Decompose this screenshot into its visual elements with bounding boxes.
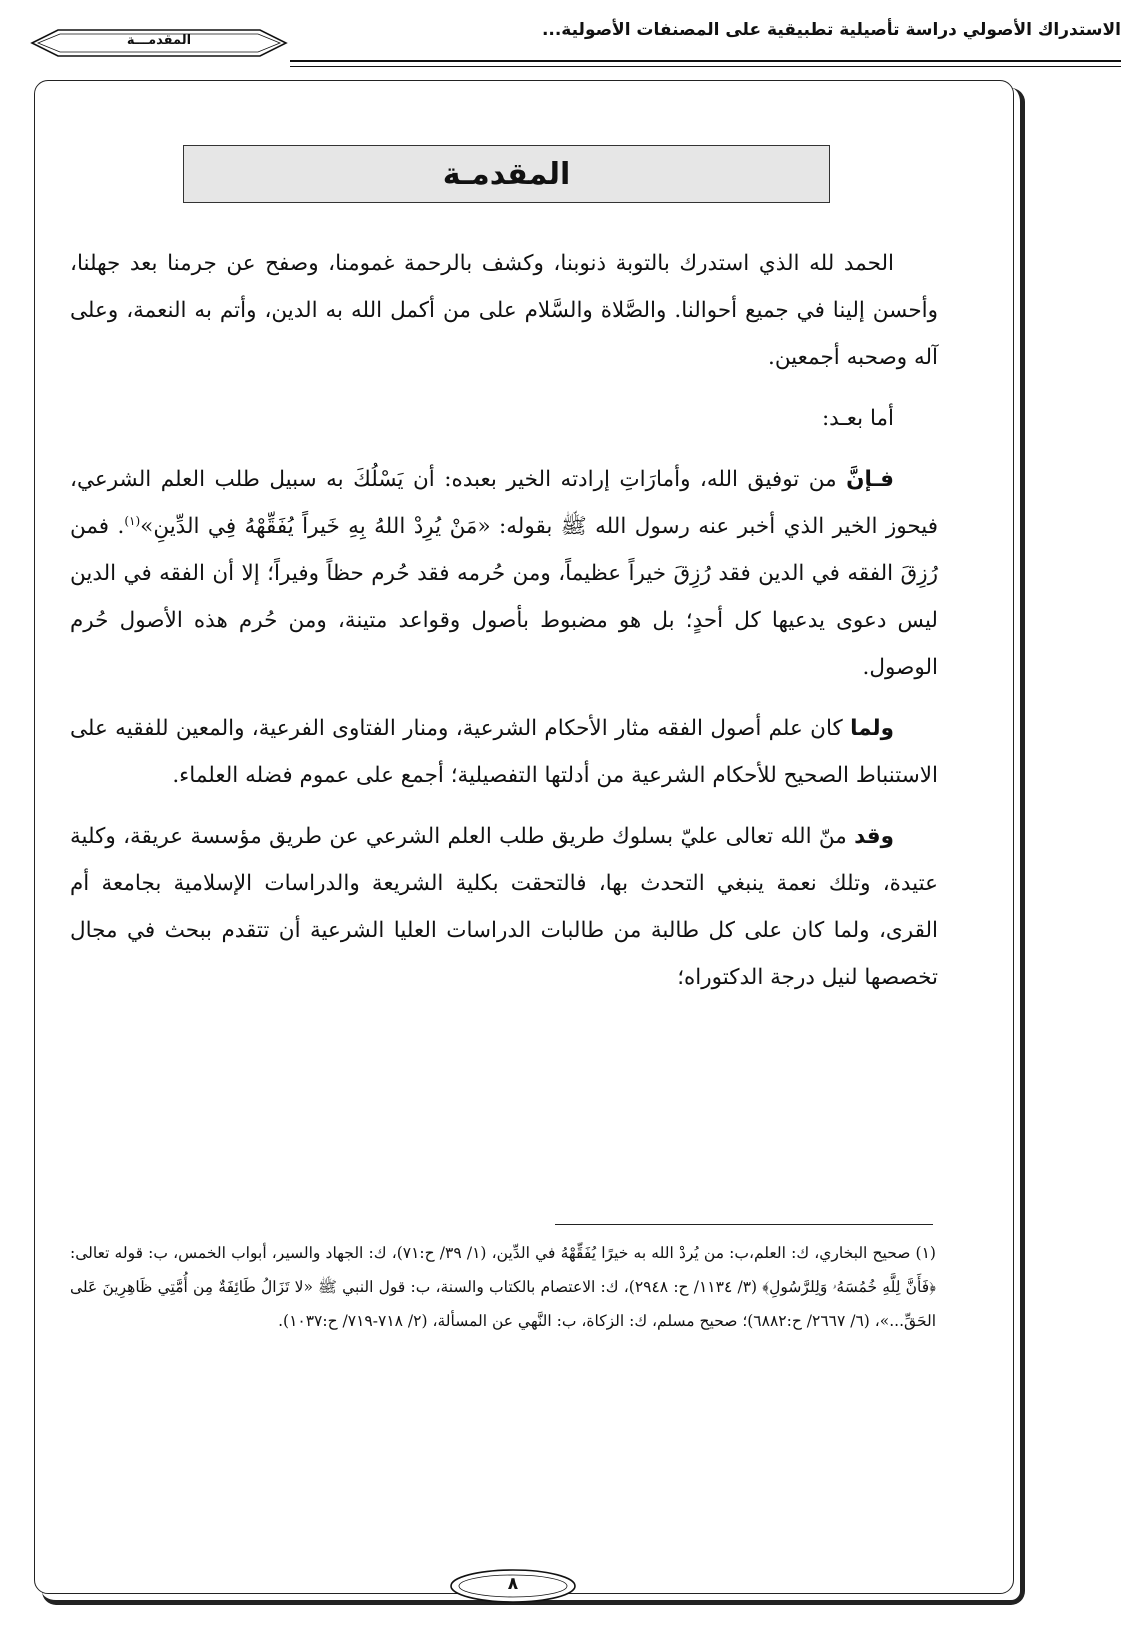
body-text bbox=[70, 240, 938, 1015]
paragraph-4-lead: ولما bbox=[850, 716, 894, 741]
section-tab bbox=[28, 26, 290, 60]
paragraph-3-text: من توفيق الله، وأمارَاتِ إرادته الخير بعبده: أن يَسْلُكَ به سبيل طلب العلم الشرعي، فيحوز الخير الذي أخبر عنه رسول الله ﷺ بقوله: «مَنْ يُرِدْ اللهُ بِهِ خَيراً يُفَقِّهْهُ فِي الدِّينِ» bbox=[70, 467, 938, 539]
running-header-title: الاستدراك الأصولي دراسة تأصيلية تطبيقية على المصنفات الأصولية... bbox=[541, 20, 1121, 40]
page-number-badge bbox=[448, 1566, 578, 1606]
paragraph-4 bbox=[70, 705, 938, 799]
footnote-ref[interactable]: (١) bbox=[124, 513, 141, 528]
paragraph-5-lead: وقد bbox=[854, 824, 894, 849]
paragraph-3-rest: . فمن رُزِقَ الفقه في الدين فقد رُزِقَ خيراً عظيماً، ومن حُرمه فقد حُرم حظاً وفيراً؛ إلا أن الفقه في الدين ليس دعوى يدعيها كل أحدٍ؛ بل هو مضبوط بأصول وقواعد متينة، ومن حُرم هذه الأصول حُرم الوصول. bbox=[70, 514, 938, 680]
paragraph-4-text: كان علم أصول الفقه مثار الأحكام الشرعية، ومنار الفتاوى الفرعية، والمعين للفقيه على الاستنباط الصحيح للأحكام الشرعية من أدلتها التفصيلية؛ أجمع على عموم فضله العلماء. bbox=[70, 716, 938, 788]
header-rule bbox=[290, 60, 1121, 62]
section-tab-label: المقدمـــة bbox=[126, 33, 192, 48]
title-box bbox=[183, 145, 830, 203]
page-number: ٨ bbox=[507, 1574, 519, 1594]
page-title: المقدمـة bbox=[442, 156, 571, 192]
header-rule-thin bbox=[290, 66, 1121, 67]
paragraph-5 bbox=[70, 813, 938, 1001]
paragraph-1: الحمد لله الذي استدرك بالتوبة ذنوبنا، وكشف بالرحمة غمومنا، وصفح عن جرمنا بعد جهلنا، وأحسن إلينا في جميع أحوالنا. والصَّلاة والسَّلام على من أكمل الله به الدين، وأتم به النعمة، وعلى آله وصحبه أجمعين. bbox=[70, 251, 938, 370]
footnote-rule bbox=[555, 1224, 933, 1225]
footnote: (١) صحيح البخاري، ك: العلم،ب: من يُردْ الله به خيرًا يُفَقِّهْهُ في الدِّين، (١/ ٣٩/ ح:٧١)، ك: الجهاد والسير، أبواب الخمس، ب: قوله تعالى: ﴿فَأَنَّ لِلَّهِ خُمُسَهُۥ وَلِلرَّسُولِ﴾ (٣/ ١١٣٤/ ح: ٢٩٤٨)، ك: الاعتصام بالكتاب والسنة، ب: قول النبي ﷺ «لا تَزَالُ طَائِفَةٌ مِن أُمَّتِي ظَاهِرِينَ عَلى الحَقِّ...»، (٦/ ٢٦٦٧/ ح:٦٨٨٢)؛ صحيح مسلم، ك: الزكاة، ب: النَّهي عن المسألة، (٢/ ٧١٨-٧١٩/ ح:١٠٣٧). bbox=[70, 1244, 937, 1330]
paragraph-3 bbox=[70, 456, 938, 691]
paragraph-2: أما بعـد: bbox=[821, 406, 894, 431]
paragraph-3-lead: فـإنَّ bbox=[846, 467, 894, 492]
paragraph-5-text: منّ الله تعالى عليّ بسلوك طريق طلب العلم الشرعي عن طريق مؤسسة عريقة، وكلية عتيدة، وتلك نعمة ينبغي التحدث بها، فالتحقت بكلية الشريعة والدراسات الإسلامية بجامعة أم القرى، ولما كان على كل طالبة من طالبات الدراسات العليا الشرعية أن تتقدم ببحث في مجال تخصصها لنيل درجة الدكتوراه؛ bbox=[70, 824, 938, 990]
